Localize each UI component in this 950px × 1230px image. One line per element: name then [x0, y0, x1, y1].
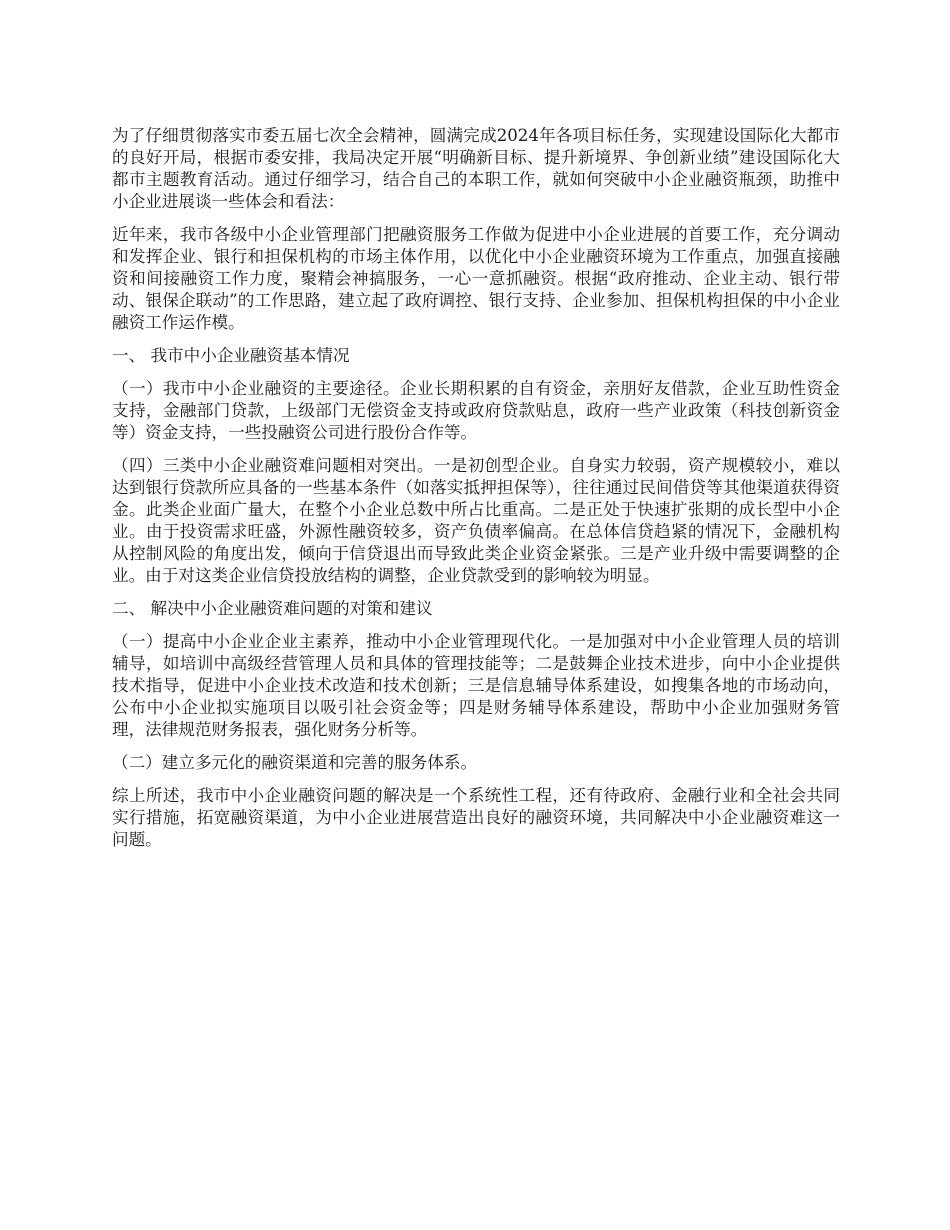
document-body	[112, 125, 840, 862]
intro-paragraph: 为了仔细贯彻落实市委五届七次全会精神，圆满完成2024年各项目标任务，实现建设国际化大都市的良好开局，根据市委安排，我局决定开展“明确新目标、提升新境界、争创新业绩”建设国际化大都市主题教育活动。通过仔细学习，结合自己的本职工作，就如何突破中小企业融资瓶颈，助推中小企业进展谈一些体会和看法：	[112, 126, 840, 211]
section2-paragraph-2: （二）建立多元化的融资渠道和完善的服务体系。	[112, 753, 478, 772]
background-paragraph: 近年来，我市各级中小企业管理部门把融资服务工作做为促进中小企业进展的首要工作，充分调动和发挥企业、银行和担保机构的市场主体作用，以优化中小企业融资环境为工作重点，加强直接融资和间接融资工作力度，聚精会神搞服务，一心一意抓融资。根据“政府推动、企业主动、银行带动、银保企联动”的工作思路，建立起了政府调控、银行支持、企业参加、担保机构担保的中小企业融资工作运作模。	[112, 225, 840, 332]
section-heading-2: 二、 解决中小企业融资难问题的对策和建议	[112, 599, 433, 618]
conclusion-paragraph: 综上所述，我市中小企业融资问题的解决是一个系统性工程，还有待政府、金融行业和全社会共同实行措施，拓宽融资渠道，为中小企业进展营造出良好的融资环境，共同解决中小企业融资难这一问题。	[112, 786, 840, 849]
section2-paragraph-1: （一）提高中小企业企业主素养，推动中小企业管理现代化。一是加强对中小企业管理人员的培训辅导，如培训中高级经营管理人员和具体的管理技能等；二是鼓舞企业技术进步，向中小企业提供技术指导，促进中小企业技术改造和技术创新；三是信息辅导体系建设，如搜集各地的市场动向，公布中小企业拟实施项目以吸引社会资金等；四是财务辅导体系建设，帮助中小企业加强财务管理，法律规范财务报表，强化财务分析等。	[112, 632, 840, 739]
section1-paragraph-4: （四）三类中小企业融资难问题相对突出。一是初创型企业。自身实力较弱，资产规模较小，难以达到银行贷款所应具备的一些基本条件（如落实抵押担保等），往往通过民间借贷等其他渠道获得资金。此类企业面广量大，在整个小企业总数中所占比重高。二是正处于快速扩张期的成长型中小企业。由于投资需求旺盛，外源性融资较多，资产负债率偏高。在总体信贷趋紧的情况下，金融机构从控制风险的角度出发，倾向于信贷退出而导致此类企业资金紧张。三是产业升级中需要调整的企业。由于对这类企业信贷投放结构的调整，企业贷款受到的影响较为明显。	[112, 456, 840, 585]
section-heading-1: 一、 我市中小企业融资基本情况	[112, 346, 350, 365]
section1-paragraph-1: （一）我市中小企业融资的主要途径。企业长期积累的自有资金，亲朋好友借款，企业互助性资金支持，金融部门贷款，上级部门无偿资金支持或政府贷款贴息，政府一些产业政策（科技创新资金等）资金支持，一些投融资公司进行股份合作等。	[112, 379, 840, 442]
